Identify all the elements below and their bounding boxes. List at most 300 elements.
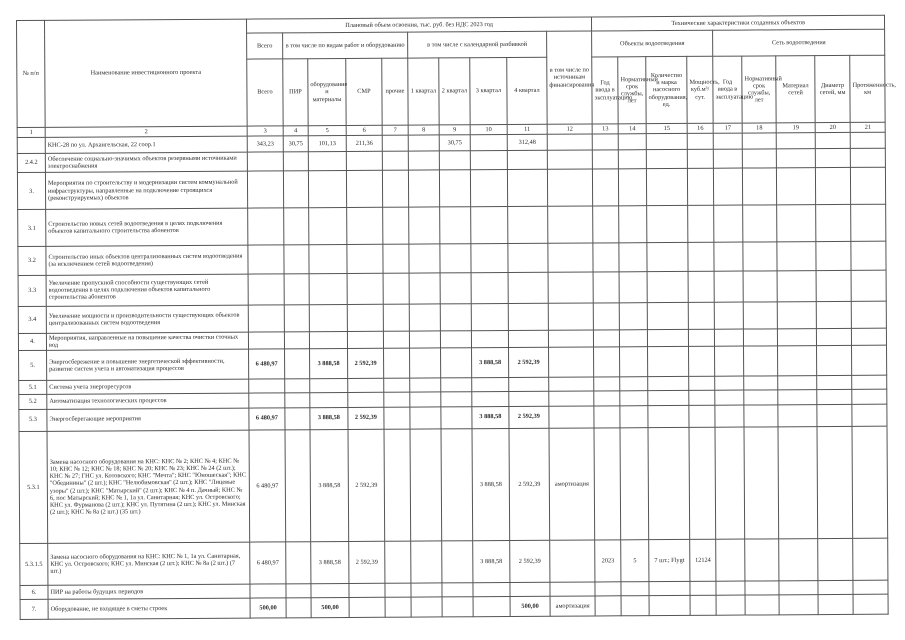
column-number: 13: [592, 124, 618, 134]
cell-pir: [283, 171, 308, 208]
column-number: 11: [507, 124, 547, 134]
cell-empty: [715, 405, 744, 427]
cell-empty: [778, 346, 817, 376]
cell-empty: [818, 580, 853, 594]
cell-src: [547, 150, 592, 169]
cell-pir: [284, 245, 309, 273]
cell-num: 4.: [18, 333, 46, 350]
cell-q2: [440, 244, 471, 272]
cell-equip: 101,13: [308, 135, 346, 151]
cell-c13: [594, 330, 620, 347]
table-row: [18, 204, 886, 247]
cell-empty: [817, 426, 853, 539]
cell-smr: [348, 379, 384, 393]
cell-num: 6.: [20, 585, 48, 599]
column-number: 8: [408, 125, 439, 135]
cell-empty: [713, 133, 742, 149]
cell-total: [247, 152, 283, 171]
cell-src: [547, 134, 592, 150]
cell-q3: [471, 272, 508, 303]
header-water-objects: Объекты водоотведения: [592, 30, 713, 57]
cell-c14: [621, 581, 649, 595]
cell-empty: [779, 539, 818, 581]
cell-q1: [411, 583, 442, 597]
cell-c14: [619, 206, 647, 243]
cell-c16: [689, 377, 715, 391]
cell-other: [384, 348, 410, 378]
cell-num: 5.3: [19, 409, 47, 431]
cell-empty: [853, 594, 888, 614]
cell-empty: [817, 328, 852, 345]
cell-smr: 2 592,39: [349, 542, 385, 583]
cell-q4: [507, 169, 547, 206]
cell-other: [382, 135, 408, 151]
cell-empty: [715, 329, 744, 346]
cell-empty: [817, 346, 852, 376]
cell-empty: [776, 148, 815, 167]
cell-empty: [714, 302, 743, 329]
cell-c16: [688, 168, 714, 205]
cell-empty: [743, 168, 777, 205]
cell-num: 3.3: [18, 275, 46, 306]
cell-q2: [440, 272, 471, 303]
cell-q2: [441, 378, 472, 392]
cell-src: [550, 582, 595, 596]
cell-pir: [286, 583, 311, 597]
cell-empty: [745, 539, 779, 580]
cell-total: 343,23: [247, 136, 283, 152]
cell-pir: [283, 152, 308, 171]
cell-name: Обеспечение социально-значимых объектов резервными источниками электроснабжения: [45, 152, 247, 172]
cell-c16: [688, 271, 714, 302]
cell-c15: [647, 206, 688, 243]
cell-q2: [441, 392, 472, 406]
cell-q1: [409, 304, 440, 331]
cell-total: 6 480,97: [250, 542, 286, 583]
header-norm-life: Нормативный срок службы, лет: [618, 57, 646, 124]
header-smr: СМР: [346, 59, 382, 126]
cell-c16: [687, 133, 713, 149]
cell-q1: [409, 207, 440, 244]
cell-total: 6 480,97: [249, 407, 285, 429]
column-number: 20: [815, 122, 850, 132]
cell-empty: [743, 242, 777, 270]
cell-empty: [778, 329, 817, 346]
header-water-network: Сеть водоотведения: [713, 29, 885, 56]
column-number: 6: [346, 125, 382, 135]
cell-smr: 2 592,39: [348, 407, 384, 429]
cell-src: [547, 169, 592, 207]
cell-q3: [471, 207, 508, 244]
cell-q3: [473, 596, 510, 616]
cell-c14: [618, 150, 646, 169]
cell-other: [384, 378, 410, 392]
header-power: Мощность, куб.м³/сут.: [687, 57, 713, 124]
table-row: [20, 594, 888, 620]
cell-q1: [410, 406, 441, 428]
cell-smr: [346, 151, 382, 170]
cell-empty: [816, 205, 851, 242]
cell-c14: 5: [621, 540, 649, 581]
cell-c15: [649, 595, 690, 616]
cell-c15: [646, 133, 687, 149]
column-number: 18: [742, 123, 776, 133]
cell-q3: 3 888,58: [472, 428, 510, 541]
column-number: 21: [850, 122, 885, 132]
cell-c15: [647, 302, 688, 329]
cell-c14: [619, 169, 647, 206]
cell-c15: 7 шт.; Flygt: [649, 540, 690, 582]
cell-other: [383, 331, 409, 348]
cell-pir: 30,75: [283, 135, 308, 151]
cell-total: [248, 305, 284, 332]
cell-empty: [779, 580, 818, 594]
cell-pir: [284, 305, 309, 332]
column-number: 1: [17, 127, 45, 137]
cell-q1: [408, 170, 439, 207]
cell-equip: [309, 331, 347, 348]
cell-c13: [593, 303, 619, 330]
cell-src: [548, 206, 593, 244]
header-tech: Технические характеристики созданных объектов: [592, 15, 885, 31]
cell-q3: 3 888,58: [472, 348, 509, 378]
column-number: 14: [618, 123, 646, 133]
cell-empty: [744, 404, 778, 426]
cell-equip: 3 888,58: [311, 542, 349, 583]
cell-c13: 2023: [595, 540, 621, 581]
cell-c16: 12124: [690, 540, 716, 581]
cell-q2: [439, 170, 470, 207]
cell-empty: [852, 390, 887, 404]
cell-name: Энергосбережение и повышение энергетической эффективности, развитие систем учета и автоматизация процессов: [47, 349, 249, 380]
cell-total: 6 480,97: [249, 430, 286, 543]
cell-c14: [620, 330, 648, 347]
cell-empty: [744, 329, 778, 346]
header-by-source: в том числе по источникам финансирования: [547, 31, 593, 124]
cell-c16: [687, 149, 713, 168]
cell-q3: [471, 244, 508, 272]
cell-name: Мероприятия, направленные на повышение качества очистки сточных вод: [46, 332, 248, 350]
header-num: № п/п: [17, 20, 46, 127]
cell-c15: [648, 377, 689, 391]
cell-smr: [347, 245, 383, 273]
cell-num: 5.3.1.5: [20, 544, 48, 585]
cell-empty: [742, 133, 776, 149]
cell-num: 3.1: [18, 210, 46, 247]
cell-equip: [309, 208, 347, 245]
column-number: 12: [547, 124, 592, 134]
cell-src: [548, 303, 593, 330]
cell-c14: [620, 377, 648, 391]
cell-total: [247, 171, 283, 208]
cell-c14: [620, 347, 648, 377]
cell-c15: [646, 149, 687, 168]
cell-equip: [308, 151, 346, 170]
cell-src: [549, 347, 594, 377]
cell-equip: [309, 304, 347, 331]
cell-c15: [649, 581, 690, 595]
cell-total: [248, 332, 284, 349]
cell-q1: [411, 597, 442, 617]
cell-empty: [850, 132, 885, 148]
cell-q4: 2 592,39: [509, 347, 549, 377]
cell-empty: [715, 376, 744, 390]
cell-empty: [852, 328, 887, 345]
cell-pir: [285, 349, 310, 379]
header-norm-life-2: Нормативный срок службы, лет: [742, 56, 776, 123]
cell-q4: [508, 244, 548, 272]
cell-q2: [442, 541, 473, 582]
cell-num: 3.: [17, 172, 45, 209]
cell-total: [249, 379, 285, 393]
cell-q3: [470, 150, 507, 169]
cell-empty: [778, 390, 817, 404]
cell-c15: [648, 329, 689, 346]
cell-other: [383, 207, 409, 244]
cell-c16: [688, 205, 714, 242]
header-year-in: Год ввода в эксплуатацию: [592, 57, 618, 124]
cell-pir: [284, 208, 309, 245]
cell-empty: [744, 426, 779, 539]
cell-equip: 3 888,58: [310, 407, 348, 429]
cell-q3: 3 888,58: [473, 541, 510, 582]
cell-num: [17, 137, 45, 153]
cell-c13: [593, 243, 619, 271]
cell-c14: [620, 405, 648, 427]
column-number: 15: [646, 123, 687, 133]
cell-c14: [619, 243, 647, 271]
cell-other: [384, 429, 411, 542]
cell-q2: [442, 582, 473, 596]
cell-other: [385, 597, 411, 617]
cell-empty: [817, 376, 852, 390]
cell-q3: [471, 331, 508, 348]
cell-smr: 2 592,39: [348, 429, 385, 542]
cell-name: Мероприятия по строительству и модернизации систем коммунальной инфраструктуры, направленные на подключение строящихся (реконструируемых) объектов: [45, 171, 247, 209]
header-diameter: Диаметр сетей, мм: [815, 56, 850, 123]
cell-q1: [408, 151, 439, 170]
cell-empty: [716, 595, 745, 615]
cell-other: [383, 273, 409, 304]
header-equipment: оборудование и материалы: [308, 59, 346, 126]
investment-table: [16, 15, 897, 620]
cell-empty: [815, 132, 850, 148]
header-q3: 3 квартал: [470, 58, 507, 125]
cell-c13: [593, 206, 619, 243]
cell-equip: 3 888,58: [310, 349, 348, 379]
cell-c15: [648, 405, 689, 427]
cell-q1: [410, 392, 441, 406]
cell-q4: [508, 272, 548, 303]
cell-empty: [816, 242, 851, 270]
cell-empty: [852, 345, 887, 375]
header-pir: ПИР: [283, 59, 308, 126]
cell-pir: [284, 273, 309, 304]
table-row: [17, 167, 885, 210]
cell-c13: [592, 134, 618, 150]
cell-num: 5.: [19, 350, 47, 380]
cell-smr: [349, 583, 385, 597]
cell-q4: 2 592,39: [510, 541, 550, 583]
cell-equip: [309, 273, 347, 304]
cell-total: 6 480,97: [249, 349, 285, 379]
cell-c15: [647, 168, 688, 205]
cell-q2: [440, 304, 471, 331]
cell-smr: 2 592,39: [348, 348, 384, 378]
cell-empty: [777, 205, 816, 242]
cell-empty: [743, 302, 777, 329]
cell-c16: [688, 302, 714, 329]
header-q1: 1 квартал: [408, 58, 439, 125]
cell-c13: [595, 581, 621, 595]
header-by-quarter: в том числе с календарной разбивкой: [408, 31, 547, 58]
cell-empty: [777, 168, 816, 205]
cell-equip: [310, 393, 348, 407]
cell-smr: [347, 207, 383, 244]
cell-q3: [473, 582, 510, 596]
cell-other: [382, 170, 408, 207]
cell-num: 5.2: [19, 395, 47, 409]
header-q4: 4 квартал: [507, 58, 547, 125]
cell-other: [385, 583, 411, 597]
header-by-type: в том числе по видам работ и оборудованию: [283, 32, 408, 59]
cell-empty: [817, 390, 852, 404]
cell-empty: [850, 148, 885, 167]
cell-q4: [507, 150, 547, 169]
cell-equip: [309, 245, 347, 273]
cell-empty: [714, 271, 743, 302]
cell-q1: [409, 244, 440, 272]
cell-equip: 3 888,58: [310, 429, 349, 542]
cell-src: [550, 540, 595, 582]
cell-c16: [689, 329, 715, 346]
cell-name: Замена насосного оборудования на КНС: КНС № 2; КНС № 4; КНС № 10; КНС № 12; КНС № 18; КНС № 20; КНС № 23; КНС № 24 (2 шт.); КНС № 27; ГНС ул. Котовского; КНС "Мечта"; КНС "Юношеская"; КНС "Обединины" (2 шт.); КНС "Нелюбимовская" (2 шт.); КНС "Лицевые узоры" (2 шт.); КНС "Матырский" (2 шт.); КНС № 4 п. Дачный; КНС № 6, пос Матырский; КНС № 1, 1а ул. Санитарная; КНС ул. Островского; КНС ул. Фурманова (2 шт.); КНС ул. Путятина (2 шт.); КНС ул. Минская (2 шт.); КНС № 8а (2 шт.) (35 шт.): [47, 430, 250, 544]
cell-c15: [648, 427, 690, 540]
header-other: прочие: [382, 58, 408, 125]
cell-empty: [817, 404, 852, 426]
column-number: 7: [382, 125, 408, 135]
cell-empty: [851, 167, 886, 204]
cell-smr: [347, 273, 383, 304]
cell-c13: [593, 169, 619, 206]
cell-c13: [594, 427, 621, 540]
column-number: 16: [687, 123, 713, 133]
cell-empty: [742, 149, 776, 168]
cell-equip: [308, 170, 346, 207]
cell-c13: [594, 347, 620, 377]
cell-num: 5.3.1: [19, 431, 48, 544]
cell-pir: [285, 379, 310, 393]
column-number: 10: [470, 124, 507, 134]
cell-empty: [716, 581, 745, 595]
cell-equip: 500,00: [311, 597, 349, 617]
cell-name: Увеличение мощности и производительности существующих объектов централизованных систем водоотведения: [46, 305, 248, 333]
cell-empty: [816, 301, 851, 328]
cell-empty: [743, 205, 777, 242]
cell-name: Замена насосного оборудования на КНС: КНС № 1, 1а ул. Санитарная, КНС ул. Островского; КНС ул. Минская (2 шт.); КНС № 8а (2 шт.) (7 шт.): [48, 542, 250, 584]
cell-other: [385, 541, 411, 582]
cell-pir: [285, 429, 311, 542]
cell-src: [549, 377, 594, 391]
cell-empty: [743, 270, 777, 301]
cell-smr: [348, 393, 384, 407]
header-plan: Плановый объем освоения, тыс. руб. без НДС 2023 год: [246, 17, 591, 33]
cell-q2: [441, 348, 472, 378]
cell-q4: [510, 582, 550, 596]
cell-c13: [594, 405, 620, 427]
cell-c15: [648, 347, 689, 377]
cell-smr: [346, 170, 382, 207]
cell-q4: 500,00: [510, 596, 550, 616]
cell-q1: [410, 378, 441, 392]
cell-q1: [409, 331, 440, 348]
cell-pir: [285, 393, 310, 407]
cell-smr: 211,36: [346, 135, 382, 151]
cell-empty: [715, 346, 744, 376]
cell-empty: [816, 167, 851, 204]
cell-empty: [714, 168, 743, 205]
cell-c16: [689, 427, 716, 540]
column-number: 17: [713, 123, 742, 133]
cell-empty: [715, 390, 744, 404]
cell-c16: [689, 346, 715, 376]
cell-q2: [440, 331, 471, 348]
cell-q2: [441, 406, 472, 428]
column-number: 4: [283, 125, 308, 135]
cell-empty: [744, 346, 778, 376]
cell-empty: [715, 427, 745, 540]
cell-empty: [714, 243, 743, 271]
cell-q3: [472, 392, 509, 406]
cell-total: [248, 208, 284, 245]
cell-total: 500,00: [250, 598, 286, 618]
cell-pir: [286, 542, 311, 583]
cell-c14: [620, 427, 649, 540]
cell-c13: [592, 150, 618, 169]
header-year-in-2: Год ввода в эксплуатацию: [713, 56, 742, 123]
cell-src: [548, 330, 593, 347]
cell-c15: [648, 391, 689, 405]
cell-c16: [688, 243, 714, 271]
cell-q2: [441, 428, 473, 541]
cell-empty: [716, 539, 745, 580]
cell-q3: [470, 169, 507, 206]
cell-c14: [620, 391, 648, 405]
cell-empty: [778, 404, 817, 426]
cell-pir: [285, 407, 310, 429]
cell-other: [384, 407, 410, 429]
cell-c14: [621, 595, 649, 615]
cell-name: Оборудование, не входящее в сметы строек: [48, 598, 250, 619]
cell-pir: [284, 332, 309, 349]
cell-c16: [690, 595, 716, 615]
cell-empty: [816, 270, 851, 301]
cell-c16: [690, 581, 716, 595]
header-q2: 2 квартал: [439, 58, 470, 125]
cell-total: [248, 274, 284, 305]
cell-num: 7.: [20, 599, 48, 619]
cell-name: КНС-28 по ул. Архангельская, 22 соор.1: [45, 136, 247, 153]
cell-q1: [410, 429, 442, 542]
cell-empty: [777, 242, 816, 270]
cell-empty: [778, 376, 817, 390]
cell-c14: [619, 271, 647, 302]
cell-empty: [852, 404, 887, 426]
table-row: [19, 426, 888, 544]
cell-empty: [777, 270, 816, 301]
cell-name: Автоматизация технологических процессов: [47, 393, 249, 408]
cell-smr: [347, 304, 383, 331]
